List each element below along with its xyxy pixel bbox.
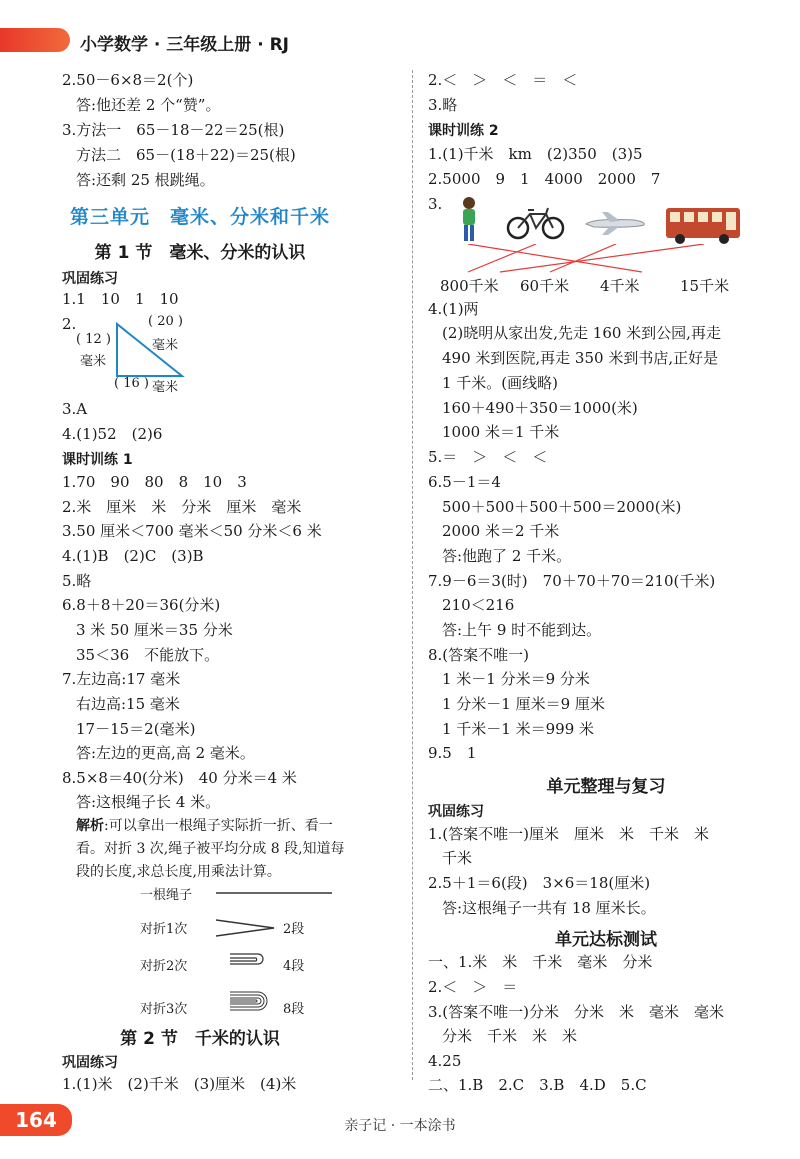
answer-line: 3 米 50 厘米＝35 分米 — [76, 621, 233, 639]
answer-line: 1.(答案不唯一)厘米 厘米 米 千米 米 — [428, 825, 710, 843]
rope-label: 对折2次 — [140, 959, 188, 974]
answer-line: 方法二 65－(18＋22)＝25(根) — [76, 146, 296, 164]
answer-line: 右边高:15 毫米 — [76, 695, 180, 713]
rope-label: 对折3次 — [140, 1002, 188, 1017]
answer-line: 答:这根绳子一共有 18 厘米长。 — [442, 899, 656, 917]
triangle-bottom-label: ( 16 ) — [114, 376, 149, 391]
bus-icon — [664, 206, 744, 246]
answer-line: 6.8＋8＋20＝36(分米) — [62, 596, 221, 614]
answer-line: 答:他跑了 2 千米。 — [442, 547, 572, 565]
footer-text: 亲子记 · 一本涂书 — [344, 1118, 456, 1134]
bicycle-icon — [506, 206, 566, 240]
answer-line: 5.＝ ＞ ＜ ＜ — [428, 448, 548, 466]
subheading: 课时训练 2 — [428, 123, 499, 139]
answer-line: 210＜216 — [442, 596, 515, 614]
answer-line: 5.略 — [62, 572, 92, 590]
answer-line: 3.50 厘米＜700 毫米＜50 分米＜6 米 — [62, 522, 322, 540]
answer-line: 3.略 — [428, 96, 458, 114]
answer-line: 4.25 — [428, 1052, 462, 1070]
answer-line: 2. — [62, 315, 77, 333]
page-number: 164 — [0, 1104, 72, 1136]
answer-line: 1 米－1 分米＝9 分米 — [442, 670, 590, 688]
analysis-line — [76, 816, 333, 836]
answer-line: 2.50－6×8＝2(个) — [62, 71, 194, 89]
answer-line: 1 千米－1 米＝999 米 — [442, 720, 595, 738]
answer-line: 3.方法一 65－18－22＝25(根) — [62, 121, 285, 139]
answer-line: 分米 千米 米 米 — [442, 1027, 578, 1045]
answer-line: (2)晓明从家出发,先走 160 米到公园,再走 — [442, 324, 721, 342]
answer-line: 2.5＋1＝6(段) 3×6＝18(厘米) — [428, 874, 651, 892]
analysis-line: 看。对折 3 次,绳子被平均分成 8 段,知道每 — [76, 841, 345, 857]
answer-line: 160＋490＋350＝1000(米) — [442, 399, 638, 417]
unit-title: 第三单元 毫米、分米和千米 — [69, 206, 330, 228]
answer-line: 2.5000 9 1 4000 2000 7 — [428, 170, 661, 188]
answer-line: 2.＜ ＞ ＜ ＝ ＜ — [428, 71, 578, 89]
section-title: 单元整理与复习 — [546, 777, 666, 797]
analysis-label: 解析 — [76, 818, 104, 834]
answer-line: 35＜36 不能放下。 — [76, 646, 220, 664]
match-label: 60千米 — [520, 277, 570, 295]
answer-line: 9.5 1 — [428, 744, 477, 762]
answer-line: 答:还剩 25 根跳绳。 — [76, 171, 215, 189]
answer-line: 答:左边的更高,高 2 毫米。 — [76, 744, 255, 762]
answer-line: 17－15＝2(毫米) — [76, 720, 196, 738]
triangle-left-unit: 毫米 — [80, 354, 107, 369]
answer-line: 3. — [428, 195, 443, 213]
answer-line: 1 千米。(画线略) — [442, 374, 559, 392]
analysis-text: :可以拿出一根绳子实际折一折、看一 — [104, 818, 333, 834]
rope-segments: 2段 — [283, 922, 305, 937]
rope-label: 对折1次 — [140, 922, 188, 937]
answer-line: 8.5×8＝40(分米) 40 分米＝4 米 — [62, 769, 297, 787]
answer-line: 1.(1)千米 km (2)350 (3)5 — [428, 145, 643, 163]
analysis-line: 段的长度,求总长度,用乘法计算。 — [76, 864, 281, 880]
answer-line: 6.5－1＝4 — [428, 473, 501, 491]
triangle-right-unit: 毫米 — [152, 338, 179, 353]
rope-diagram — [216, 884, 336, 1014]
answer-line: 8.(答案不唯一) — [428, 646, 530, 664]
subheading: 巩固练习 — [62, 271, 118, 287]
subheading: 巩固练习 — [428, 804, 484, 820]
boy-icon — [456, 196, 482, 244]
answer-line: 2000 米＝2 千米 — [442, 522, 560, 540]
answer-line: 二、1.B 2.C 3.B 4.D 5.C — [428, 1076, 647, 1094]
answer-line: 7.左边高:17 毫米 — [62, 670, 181, 688]
section-title: 单元达标测试 — [555, 930, 657, 950]
answer-line: 500＋500＋500＋500＝2000(米) — [442, 498, 682, 516]
answer-line: 4.(1)B (2)C (3)B — [62, 547, 204, 565]
answer-line: 2.＜ ＞ ＝ — [428, 978, 518, 996]
subheading: 课时训练 1 — [62, 452, 133, 468]
answer-line: 1.70 90 80 8 10 3 — [62, 473, 247, 491]
triangle-left-label: ( 12 ) — [76, 332, 111, 347]
answer-line: 1 分米－1 厘米＝9 厘米 — [442, 695, 605, 713]
section-title: 第 1 节 毫米、分米的认识 — [94, 243, 306, 263]
answer-line: 一、1.米 米 千米 毫米 分米 — [428, 953, 653, 971]
answer-line: 答:上午 9 时不能到达。 — [442, 621, 602, 639]
section-title: 第 2 节 千米的认识 — [120, 1029, 280, 1049]
subheading: 巩固练习 — [62, 1055, 118, 1071]
page-header-title: 小学数学 · 三年级上册 · RJ — [80, 35, 290, 55]
answer-line: 7.9－6＝3(时) 70＋70＋70＝210(千米) — [428, 572, 716, 590]
triangle-figure — [70, 312, 200, 396]
match-label: 4千米 — [600, 277, 640, 295]
rope-segments: 4段 — [283, 959, 305, 974]
answer-line: 千米 — [442, 849, 473, 867]
answer-line: 490 米到医院,再走 350 米到书店,正好是 — [442, 349, 719, 367]
header-decoration — [0, 28, 70, 52]
airplane-icon — [584, 212, 648, 236]
answer-line: 答:他还差 2 个“赞”。 — [76, 96, 221, 114]
match-label: 800千米 — [440, 277, 499, 295]
answer-line: 4.(1)两 — [428, 300, 479, 318]
answer-line: 4.(1)52 (2)6 — [62, 425, 163, 443]
rope-segments: 8段 — [283, 1002, 305, 1017]
answer-line: 3.(答案不唯一)分米 分米 米 毫米 毫米 — [428, 1003, 725, 1021]
answer-line: 答:这根绳子长 4 米。 — [76, 793, 221, 811]
answer-line: 3.A — [62, 400, 88, 418]
triangle-top-label: ( 20 ) — [148, 314, 183, 329]
triangle-bottom-unit: 毫米 — [152, 380, 179, 395]
answer-line: 1.(1)米 (2)千米 (3)厘米 (4)米 — [62, 1075, 297, 1093]
matching-lines — [440, 244, 760, 274]
answer-line: 2.米 厘米 米 分米 厘米 毫米 — [62, 498, 302, 516]
answer-line: 1000 米＝1 千米 — [442, 423, 560, 441]
match-label: 15千米 — [680, 277, 730, 295]
answer-line: 1.1 10 1 10 — [62, 290, 179, 308]
rope-label: 一根绳子 — [140, 888, 193, 903]
